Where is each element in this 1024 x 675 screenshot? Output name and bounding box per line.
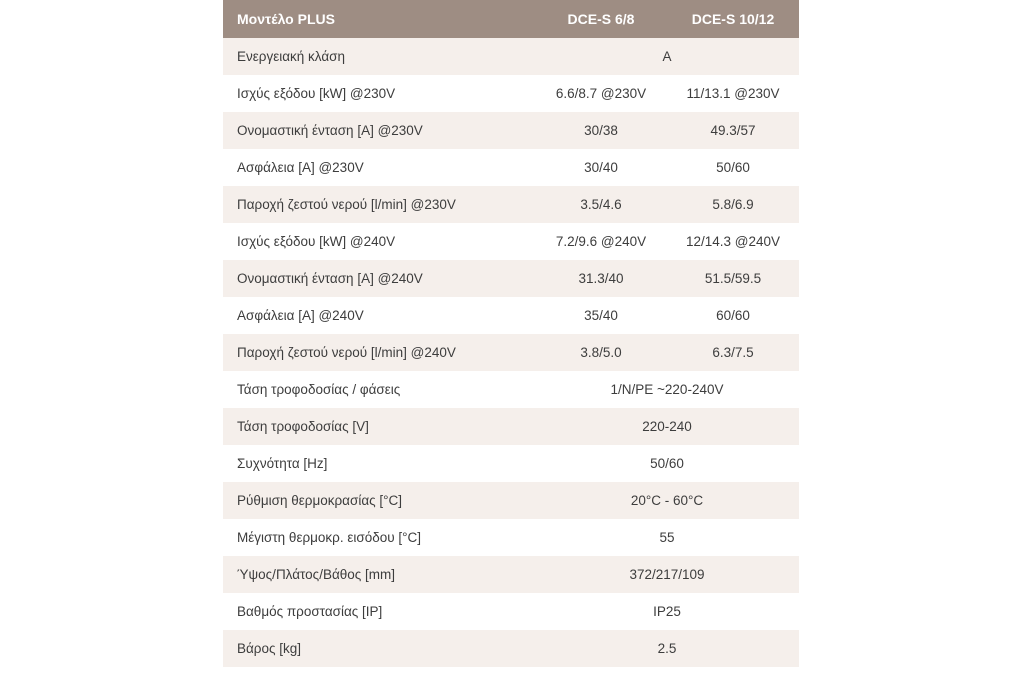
table-row xyxy=(223,408,799,445)
row-label: Ρύθμιση θερμοκρασίας [°C] xyxy=(223,482,535,519)
row-value-dce-s-6-8: 30/38 xyxy=(535,112,667,149)
table-row xyxy=(223,260,799,297)
column-header-dce-s-6-8: DCE-S 6/8 xyxy=(535,0,667,38)
row-label: Παροχή ζεστού νερού [l/min] @240V xyxy=(223,334,535,371)
row-value-shared: 55 xyxy=(535,519,799,556)
row-label: Ασφάλεια [A] @230V xyxy=(223,149,535,186)
row-value-dce-s-6-8: 30/40 xyxy=(535,149,667,186)
row-label: Τάση τροφοδοσίας [V] xyxy=(223,408,535,445)
row-label: Ύψος/Πλάτος/Βάθος [mm] xyxy=(223,556,535,593)
row-value-shared: IP25 xyxy=(535,593,799,630)
row-value-shared: 50/60 xyxy=(535,445,799,482)
specifications-table-container xyxy=(223,0,799,667)
column-header-dce-s-10-12: DCE-S 10/12 xyxy=(667,0,799,38)
table-row xyxy=(223,371,799,408)
row-label: Βαθμός προστασίας [IP] xyxy=(223,593,535,630)
row-value-shared: 372/217/109 xyxy=(535,556,799,593)
row-value-dce-s-6-8: 3.8/5.0 xyxy=(535,334,667,371)
row-value-dce-s-6-8: 3.5/4.6 xyxy=(535,186,667,223)
row-value-dce-s-6-8: 35/40 xyxy=(535,297,667,334)
row-value-dce-s-6-8: 31.3/40 xyxy=(535,260,667,297)
table-header xyxy=(223,0,799,38)
row-value-dce-s-6-8: 6.6/8.7 @230V xyxy=(535,75,667,112)
row-value-dce-s-10-12: 50/60 xyxy=(667,149,799,186)
table-row xyxy=(223,75,799,112)
table-row xyxy=(223,186,799,223)
row-value-dce-s-10-12: 11/13.1 @230V xyxy=(667,75,799,112)
row-value-dce-s-10-12: 6.3/7.5 xyxy=(667,334,799,371)
table-row xyxy=(223,223,799,260)
row-label: Ισχύς εξόδου [kW] @230V xyxy=(223,75,535,112)
row-label: Ασφάλεια [A] @240V xyxy=(223,297,535,334)
row-label: Παροχή ζεστού νερού [l/min] @230V xyxy=(223,186,535,223)
row-value-dce-s-10-12: 49.3/57 xyxy=(667,112,799,149)
row-label: Βάρος [kg] xyxy=(223,630,535,667)
row-label: Ενεργειακή κλάση xyxy=(223,38,535,75)
row-value-shared: 220-240 xyxy=(535,408,799,445)
row-label: Ισχύς εξόδου [kW] @240V xyxy=(223,223,535,260)
column-header-model: Μοντέλο PLUS xyxy=(223,0,535,38)
row-label: Συχνότητα [Hz] xyxy=(223,445,535,482)
table-row xyxy=(223,38,799,75)
table-row xyxy=(223,556,799,593)
table-row xyxy=(223,149,799,186)
row-value-dce-s-10-12: 5.8/6.9 xyxy=(667,186,799,223)
row-value-shared: 20°C - 60°C xyxy=(535,482,799,519)
table-body xyxy=(223,38,799,667)
table-row xyxy=(223,482,799,519)
row-value-dce-s-10-12: 60/60 xyxy=(667,297,799,334)
row-value-dce-s-10-12: 51.5/59.5 xyxy=(667,260,799,297)
table-header-row xyxy=(223,0,799,38)
table-row xyxy=(223,297,799,334)
table-row xyxy=(223,445,799,482)
row-value-shared: 2.5 xyxy=(535,630,799,667)
table-row xyxy=(223,519,799,556)
row-value-shared: 1/N/PE ~220-240V xyxy=(535,371,799,408)
table-row xyxy=(223,334,799,371)
row-value-shared: A xyxy=(535,38,799,75)
row-label: Ονομαστική ένταση [A] @230V xyxy=(223,112,535,149)
row-label: Τάση τροφοδοσίας / φάσεις xyxy=(223,371,535,408)
table-row xyxy=(223,630,799,667)
row-label: Μέγιστη θερμοκρ. εισόδου [°C] xyxy=(223,519,535,556)
row-label: Ονομαστική ένταση [A] @240V xyxy=(223,260,535,297)
table-row xyxy=(223,112,799,149)
row-value-dce-s-6-8: 7.2/9.6 @240V xyxy=(535,223,667,260)
row-value-dce-s-10-12: 12/14.3 @240V xyxy=(667,223,799,260)
specifications-table xyxy=(223,0,799,667)
table-row xyxy=(223,593,799,630)
